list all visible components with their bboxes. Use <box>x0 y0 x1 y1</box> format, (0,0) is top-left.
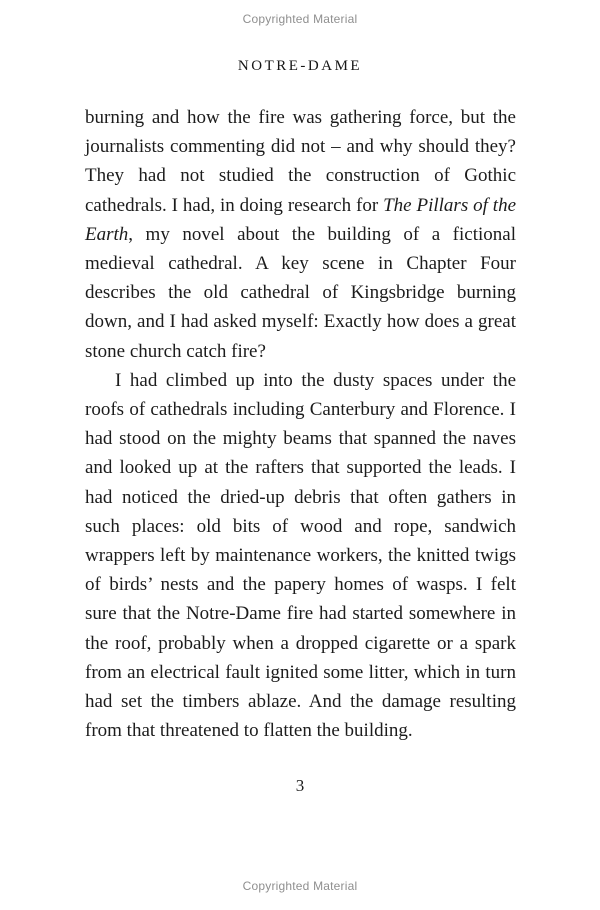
copyright-notice-top: Copyrighted Material <box>242 12 358 26</box>
text-segment: burning and how the fire was gathering force, but the journalists commenting did not – and why should they? They had not studied the construction of Gothic cathedrals. I had, in doing research for <box>85 107 516 216</box>
copyright-notice-bottom: Copyrighted Material <box>242 879 358 893</box>
paragraph <box>85 103 516 366</box>
paragraph <box>85 366 516 746</box>
text-segment: I had climbed up into the dusty spaces under the roofs of cathedrals including Canterbury and Florence. I had stood on the mighty beams that spanned the naves and looked up at the rafters that supported the leads. I had noticed the dried-up debris that often gathers in such places: old bits of wood and rope, sandwich wrappers left by maintenance workers, the knitted twigs of birds’ nests and the papery homes of wasps. I felt sure that the Notre-Dame fire had started somewhere in the roof, probably when a dropped cigarette or a spark from an electrical fault ignited some litter, which in turn had set the timbers ablaze. And the damage resulting from that threatened to flatten the building. <box>85 369 516 742</box>
text-segment: , my novel about the building of a fictional medieval cathedral. A key scene in Chapter Four describes the old cathedral of Kingsbridge burning down, and I had asked myself: Exactly how does a great stone church catch fire? <box>85 223 516 362</box>
book-title-italic: The Pillars of the Earth <box>85 194 516 245</box>
page-number: 3 <box>295 776 305 795</box>
body-text <box>85 103 516 745</box>
running-header: NOTRE-DAME <box>237 58 363 74</box>
